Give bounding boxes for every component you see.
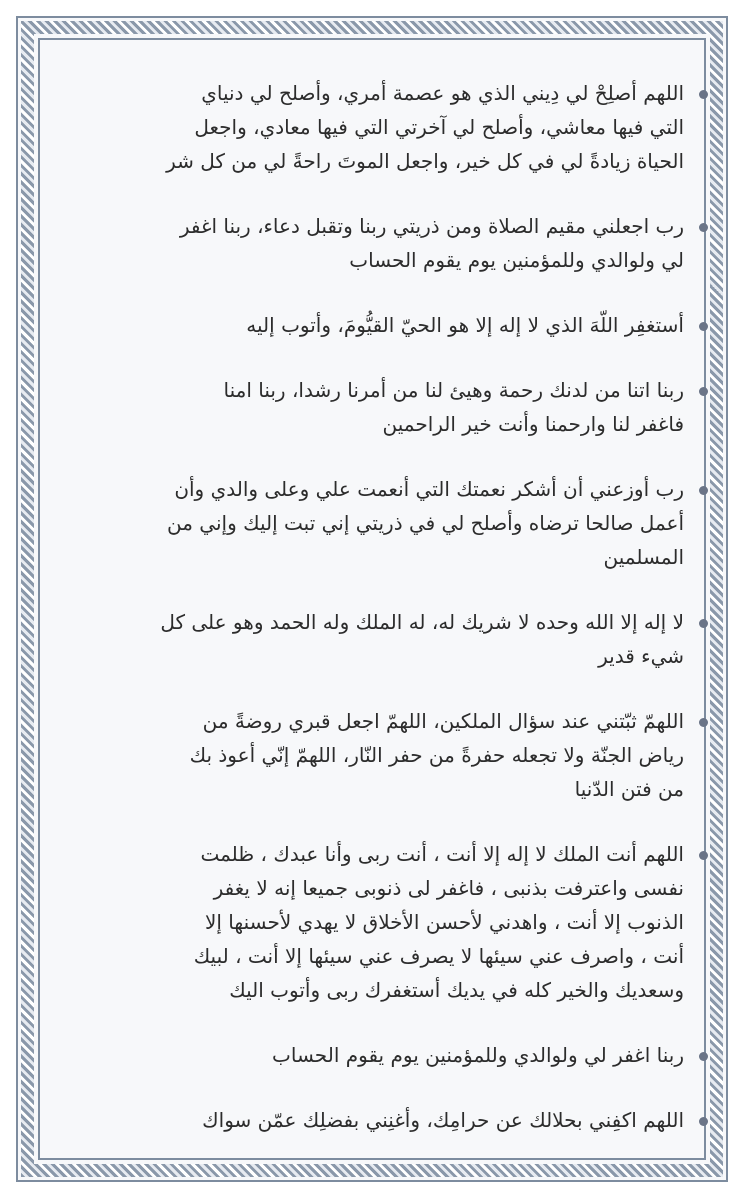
bullet-icon — [699, 486, 708, 495]
supplication-list — [44, 76, 710, 1137]
list-item — [44, 837, 710, 1007]
item-line: رب أوزعني أن أشكر نعمتك التي أنعمت علي وعلى والدي وأن — [174, 477, 684, 501]
item-line: لا إله إلا الله وحده لا شريك له، له الملك وله الحمد وهو على كل — [160, 610, 684, 634]
list-item — [44, 209, 710, 277]
bullet-icon — [699, 851, 708, 860]
item-line: المسلمين — [603, 545, 684, 569]
item-line: رب اجعلني مقيم الصلاة ومن ذريتي ربنا وتقبل دعاء، ربنا اغفر — [179, 214, 684, 238]
item-line: أعمل صالحا ترضاه وأصلح لي في ذريتي إني تبت إليك وإني من — [167, 511, 684, 535]
list-item — [44, 472, 710, 574]
list-item — [44, 704, 710, 806]
item-line: شيء قدير — [598, 644, 684, 668]
bullet-icon — [699, 1117, 708, 1126]
bullet-icon — [699, 322, 708, 331]
item-line: فاغفر لنا وارحمنا وأنت خير الراحمين — [382, 412, 684, 436]
item-line: اللهم أصلِحْ لي دِيني الذي هو عصمة أمري، وأصلح لي دنياي — [201, 81, 684, 105]
item-line: ربنا اتنا من لدنك رحمة وهيئ لنا من أمرنا رشدا، ربنا امنا — [223, 378, 684, 402]
item-line: وسعديك والخير كله في يديك أستغفرك ربى وأتوب اليك — [229, 978, 684, 1002]
bullet-icon — [699, 718, 708, 727]
item-line: أستغفِر اللّهَ الذي لا إله إلا هو الحيّ القيُّومَ، وأتوب إليه — [246, 313, 684, 337]
item-line: اللهمّ ثبّتني عند سؤال الملكين، اللهمّ اجعل قبري روضةً من — [202, 709, 684, 733]
list-item — [44, 373, 710, 441]
item-line: ربنا اغفر لي ولوالدي وللمؤمنين يوم يقوم الحساب — [272, 1043, 684, 1067]
item-line: رياض الجنّة ولا تجعله حفرةً من حفر النّار، اللهمّ إنّي أعوذ بك — [189, 743, 684, 767]
item-line: لي ولوالدي وللمؤمنين يوم يقوم الحساب — [349, 248, 684, 272]
item-line: نفسى واعترفت بذنبى ، فاغفر لى ذنوبى جميعا إنه لا يغفر — [213, 876, 684, 900]
bullet-icon — [699, 223, 708, 232]
bullet-icon — [699, 90, 708, 99]
list-item — [44, 1103, 710, 1137]
supplication-list-container — [44, 76, 710, 1140]
item-line: من فتن الدّنيا — [574, 777, 684, 801]
list-item — [44, 605, 710, 673]
item-line: التي فيها معاشي، وأصلح لي آخرتي التي فيها معادي، واجعل — [194, 115, 684, 139]
list-item — [44, 76, 710, 178]
bullet-icon — [699, 1052, 708, 1061]
list-item — [44, 308, 710, 342]
item-line: اللهم أنت الملك لا إله إلا أنت ، أنت ربى وأنا عبدك ، ظلمت — [200, 842, 684, 866]
bullet-icon — [699, 619, 708, 628]
item-line: أنت ، واصرف عني سيئها لا يصرف عني سيئها إلا أنت ، لبيك — [193, 944, 684, 968]
item-line: اللهم اكفِني بحلالك عن حرامِك، وأغنِني بفضلِك عمّن سواك — [202, 1108, 684, 1132]
bullet-icon — [699, 387, 708, 396]
item-line: الذنوب إلا أنت ، واهدني لأحسن الأخلاق لا يهدي لأحسنها إلا — [204, 910, 684, 934]
item-line: الحياة زيادةً لي في كل خير، واجعل الموتَ راحةً لي من كل شر — [166, 149, 684, 173]
list-item — [44, 1038, 710, 1072]
